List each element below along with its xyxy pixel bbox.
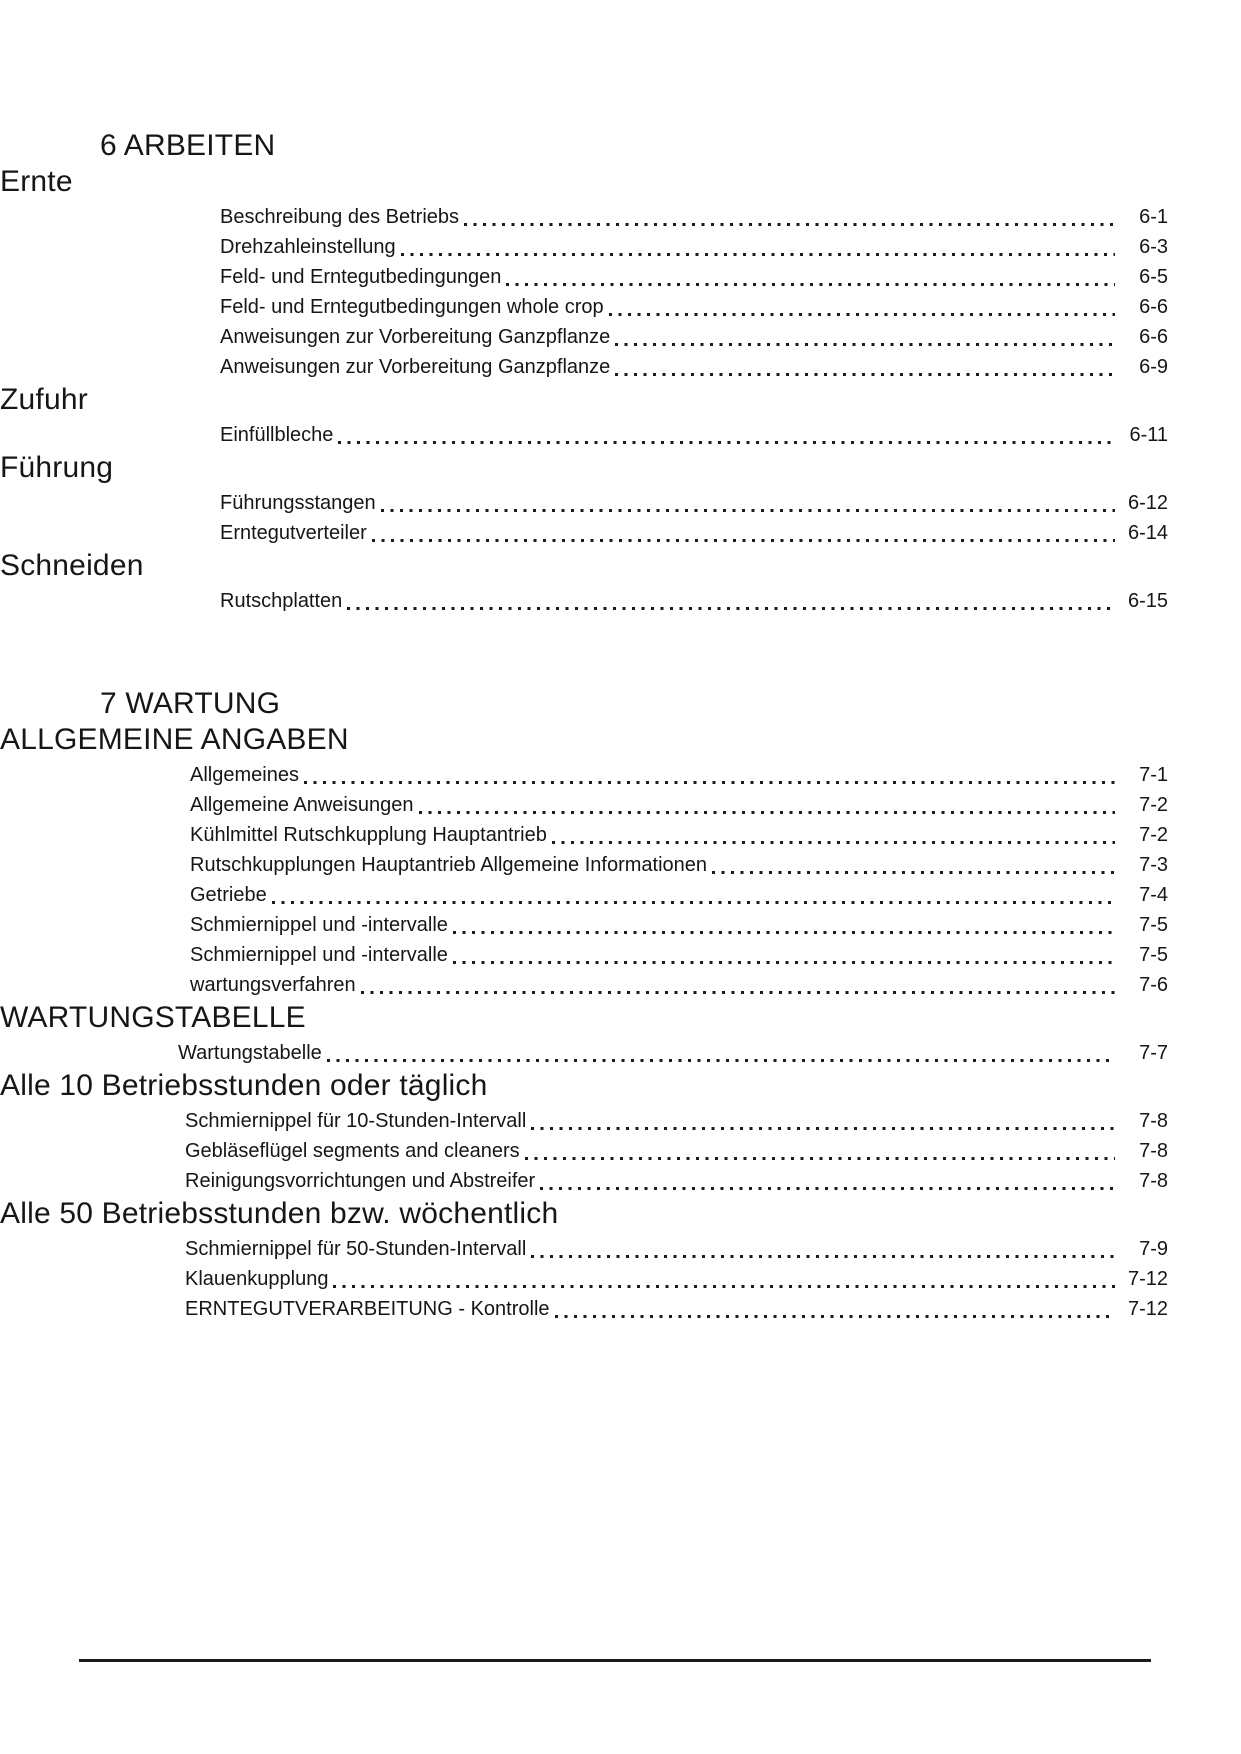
toc-entry-label: Einfüllbleche <box>220 424 334 446</box>
dot-leader <box>361 991 1115 994</box>
toc-entry-label: Wartungstabelle <box>178 1042 322 1064</box>
toc-entry[interactable] <box>185 1234 1168 1264</box>
toc-entry[interactable] <box>185 1136 1168 1166</box>
toc-entry-page: 7-7 <box>1139 1042 1168 1064</box>
toc-entry[interactable] <box>190 880 1168 910</box>
toc-entry-label: Reinigungsvorrichtungen und Abstreifer <box>185 1170 536 1192</box>
toc-entry-label: Allgemeines <box>190 764 299 786</box>
toc-entry[interactable] <box>190 910 1168 940</box>
toc-entry[interactable] <box>190 820 1168 850</box>
toc-entry[interactable] <box>220 488 1168 518</box>
toc-entry-label: Rutschkupplungen Hauptantrieb Allgemeine Informationen <box>190 854 708 876</box>
toc-entry-page: 6-5 <box>1139 266 1168 288</box>
toc-entry-label: Klauenkupplung <box>185 1268 329 1290</box>
toc-entry-label: Feld- und Erntegutbedingungen <box>220 266 502 288</box>
toc-entry-page: 7-2 <box>1139 794 1168 816</box>
section-entries <box>185 1234 1168 1324</box>
toc-entry-label: Schmiernippel für 10-Stunden-Intervall <box>185 1110 527 1132</box>
dot-leader <box>372 539 1115 542</box>
dot-leader <box>552 841 1115 844</box>
section-heading: Zufuhr <box>0 383 88 416</box>
toc-entry-label: Beschreibung des Betriebs <box>220 206 460 228</box>
toc-entry[interactable] <box>220 586 1168 616</box>
section-entries <box>220 488 1168 548</box>
toc-entry-page: 6-6 <box>1139 296 1168 318</box>
toc-entry[interactable] <box>220 518 1168 548</box>
dot-leader <box>540 1187 1115 1190</box>
toc-entry-page: 7-8 <box>1139 1110 1168 1132</box>
dot-leader <box>333 1285 1115 1288</box>
section-entries <box>185 1106 1168 1196</box>
dot-leader <box>347 607 1115 610</box>
footer-rule <box>79 1659 1151 1662</box>
toc-entry[interactable] <box>185 1264 1168 1294</box>
toc-entry-page: 7-1 <box>1139 764 1168 786</box>
toc-entry[interactable] <box>190 790 1168 820</box>
toc-entry[interactable] <box>190 970 1168 1000</box>
toc-entry[interactable] <box>185 1294 1168 1324</box>
toc-entry-page: 7-3 <box>1139 854 1168 876</box>
toc-entry-label: Getriebe <box>190 884 267 906</box>
dot-leader <box>464 223 1115 226</box>
toc-entry-page: 6-1 <box>1139 206 1168 228</box>
dot-leader <box>419 811 1116 814</box>
toc-entry-label: ERNTEGUTVERARBEITUNG - Kontrolle <box>185 1298 550 1320</box>
toc-entry-page: 7-2 <box>1139 824 1168 846</box>
toc-entry-label: Erntegutverteiler <box>220 522 367 544</box>
toc-entry[interactable] <box>220 420 1168 450</box>
toc-entry-label: Rutschplatten <box>220 590 343 612</box>
section-entries <box>190 760 1168 1000</box>
section-heading: Alle 10 Betriebsstunden oder täglich <box>0 1069 488 1102</box>
chapter-heading: 6 ARBEITEN <box>100 129 276 162</box>
dot-leader <box>453 961 1115 964</box>
dot-leader <box>615 343 1115 346</box>
toc-entry[interactable] <box>190 940 1168 970</box>
toc-entry-page: 7-12 <box>1127 1268 1168 1290</box>
toc-entry-page: 7-6 <box>1139 974 1168 996</box>
toc-entry-page: 6-12 <box>1127 492 1168 514</box>
toc-entry-page: 6-3 <box>1139 236 1168 258</box>
toc-entry-page: 6-6 <box>1139 326 1168 348</box>
dot-leader <box>555 1315 1115 1318</box>
toc-entry[interactable] <box>190 760 1168 790</box>
toc-entry-page: 6-14 <box>1127 522 1168 544</box>
section-heading: ALLGEMEINE ANGABEN <box>0 723 349 756</box>
toc-entry-page: 7-12 <box>1127 1298 1168 1320</box>
toc-entry[interactable] <box>185 1166 1168 1196</box>
dot-leader <box>531 1255 1115 1258</box>
toc-entry-label: Schmiernippel für 50-Stunden-Intervall <box>185 1238 527 1260</box>
dot-leader <box>381 509 1115 512</box>
dot-leader <box>609 313 1115 316</box>
toc-entry-page: 6-9 <box>1139 356 1168 378</box>
section-heading: Alle 50 Betriebsstunden bzw. wöchentlich <box>0 1197 559 1230</box>
toc-entry-label: Anweisungen zur Vorbereitung Ganzpflanze <box>220 356 611 378</box>
dot-leader <box>401 253 1115 256</box>
toc-entry-label: Anweisungen zur Vorbereitung Ganzpflanze <box>220 326 611 348</box>
section-entries <box>220 420 1168 450</box>
chapter-heading: 7 WARTUNG <box>100 687 281 720</box>
toc-entry-label: Schmiernippel und -intervalle <box>190 914 448 936</box>
toc-entry-label: Allgemeine Anweisungen <box>190 794 414 816</box>
dot-leader <box>338 441 1115 444</box>
section-entries <box>220 202 1168 382</box>
dot-leader <box>506 283 1115 286</box>
dot-leader <box>304 781 1115 784</box>
toc-entry-page: 6-11 <box>1129 424 1168 446</box>
toc-entry-page: 7-5 <box>1139 914 1168 936</box>
toc-entry-page: 6-15 <box>1127 590 1168 612</box>
section-heading: Führung <box>0 451 114 484</box>
toc-entry-page: 7-5 <box>1139 944 1168 966</box>
toc-entry-page: 7-9 <box>1139 1238 1168 1260</box>
section-heading: WARTUNGSTABELLE <box>0 1001 306 1034</box>
toc-entry-label: wartungsverfahren <box>190 974 356 996</box>
dot-leader <box>453 931 1115 934</box>
dot-leader <box>531 1127 1115 1130</box>
section-entries <box>178 1038 1168 1068</box>
toc-entry-label: Schmiernippel und -intervalle <box>190 944 448 966</box>
dot-leader <box>272 901 1115 904</box>
section-entries <box>220 586 1168 616</box>
toc-entry-page: 7-4 <box>1139 884 1168 906</box>
dot-leader <box>327 1059 1115 1062</box>
dot-leader <box>712 871 1115 874</box>
toc-entry-page: 7-8 <box>1139 1140 1168 1162</box>
toc-entry[interactable] <box>178 1038 1168 1068</box>
toc-entry[interactable] <box>220 292 1168 322</box>
toc-entry[interactable] <box>220 322 1168 352</box>
toc-entry[interactable] <box>190 850 1168 880</box>
section-heading: Ernte <box>0 165 73 198</box>
dot-leader <box>615 373 1115 376</box>
toc-entry-label: Feld- und Erntegutbedingungen whole crop <box>220 296 604 318</box>
toc-entry-page: 7-8 <box>1139 1170 1168 1192</box>
section-heading: Schneiden <box>0 549 144 582</box>
dot-leader <box>525 1157 1115 1160</box>
toc-entry-label: Gebläseflügel segments and cleaners <box>185 1140 520 1162</box>
toc-entry[interactable] <box>185 1106 1168 1136</box>
toc-entry-label: Drehzahleinstellung <box>220 236 396 258</box>
toc-entry[interactable] <box>220 232 1168 262</box>
toc-entry[interactable] <box>220 262 1168 292</box>
toc-entry[interactable] <box>220 202 1168 232</box>
toc-entry-label: Kühlmittel Rutschkupplung Hauptantrieb <box>190 824 547 846</box>
toc-entry[interactable] <box>220 352 1168 382</box>
toc-entry-label: Führungsstangen <box>220 492 376 514</box>
